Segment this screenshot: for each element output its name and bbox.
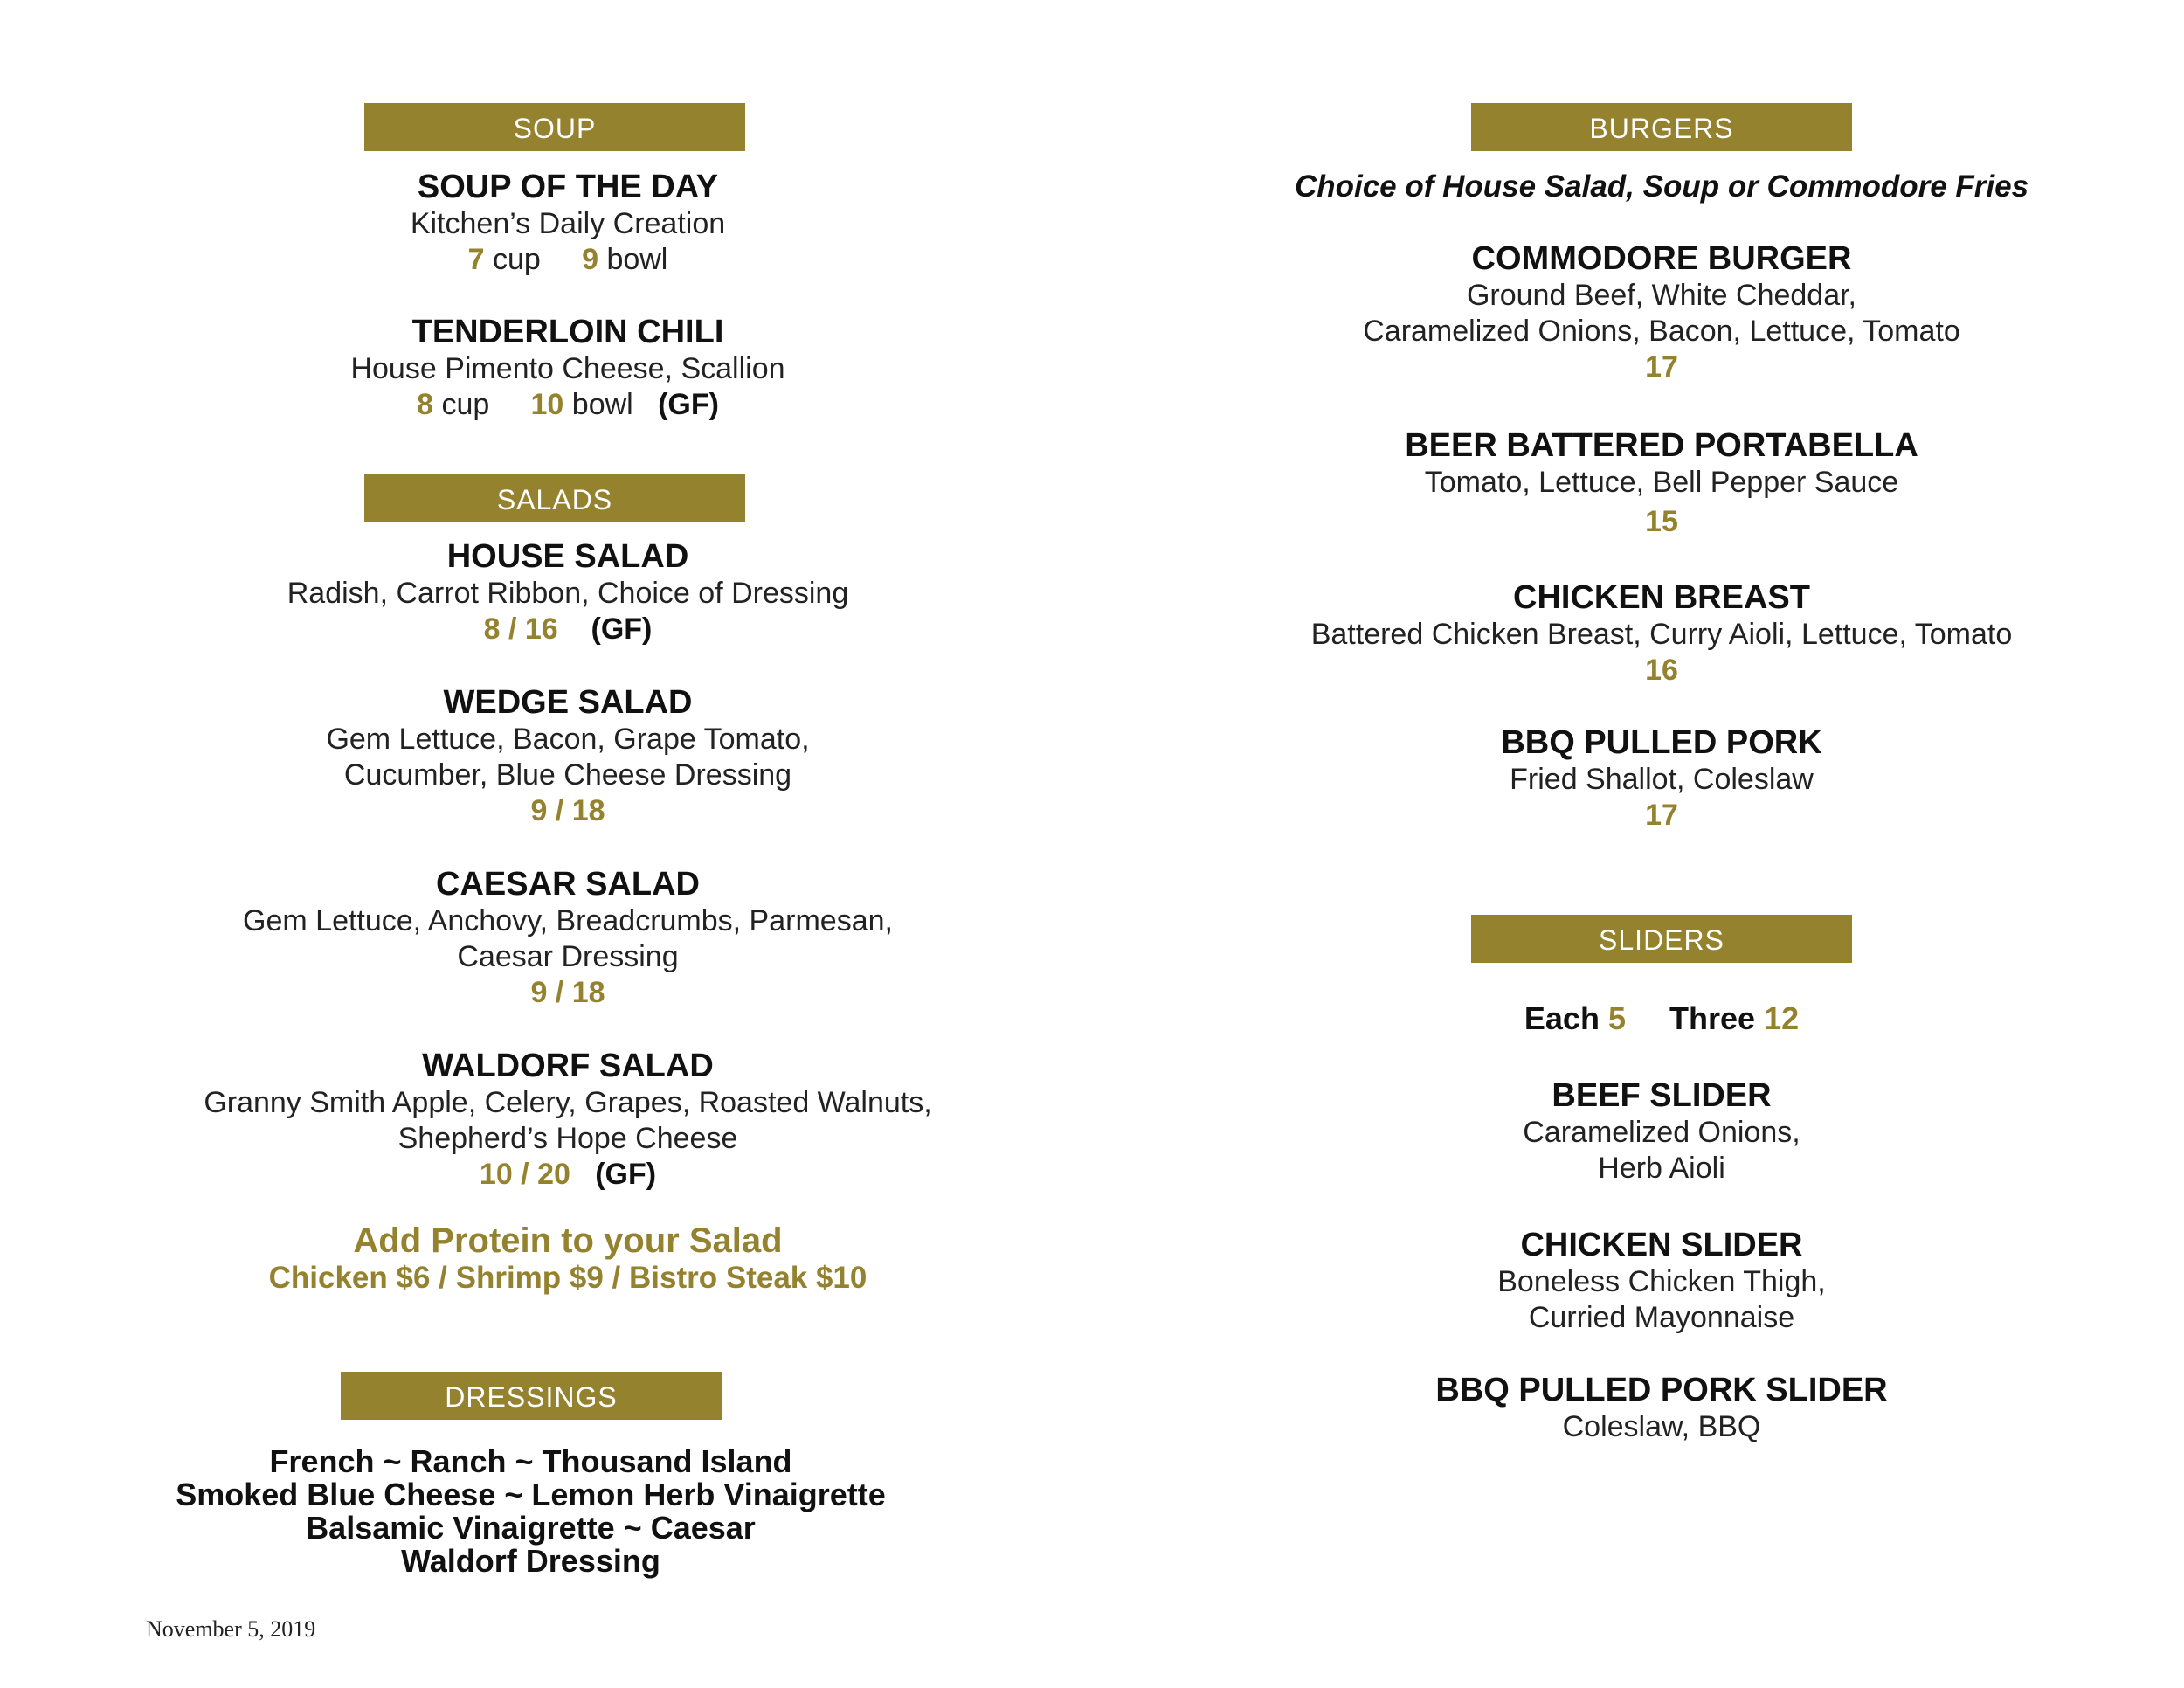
slider-pricing <box>1268 1000 2055 1038</box>
beef-slider-item <box>1268 1076 2055 1186</box>
item-description: Caramelized Onions, <box>1523 1116 1800 1149</box>
item-description: Radish, Carrot Ribbon, Choice of Dressing <box>287 577 849 610</box>
item-price: 17 <box>1645 350 1678 384</box>
item-description: Herb Aioli <box>1598 1152 1725 1185</box>
soup-of-the-day-item <box>218 168 917 278</box>
three-label: Three <box>1669 1000 1756 1036</box>
item-price: 9 / 18 <box>530 976 605 1009</box>
each-label: Each <box>1524 1000 1600 1036</box>
burgers-subtitle <box>1268 168 2055 206</box>
item-price: 17 <box>1645 799 1678 832</box>
item-name: WEDGE SALAD <box>443 684 693 721</box>
bowl-price: 9 <box>582 243 598 276</box>
item-description: Cucumber, Blue Cheese Dressing <box>343 758 792 792</box>
soup-heading: SOUP <box>364 103 745 151</box>
item-description: Ground Beef, White Cheddar, <box>1466 279 1857 312</box>
item-description: Fried Shallot, Coleslaw <box>1510 763 1814 796</box>
bowl-label: bowl <box>606 243 668 276</box>
cup-label: cup <box>493 243 541 276</box>
sliders-heading: SLIDERS <box>1471 915 1852 963</box>
caesar-salad-item <box>175 865 961 1011</box>
dressing-line: Waldorf Dressing <box>401 1543 660 1579</box>
item-price <box>218 612 917 647</box>
dressing-line: Balsamic Vinaigrette ~ Caesar <box>306 1510 756 1546</box>
gluten-free-badge: (GF) <box>658 388 719 421</box>
item-description: Shepherd’s Hope Cheese <box>397 1122 738 1155</box>
dressing-line: French ~ Ranch ~ Thousand Island <box>269 1443 792 1479</box>
sides-choice-note: Choice of House Salad, Soup or Commodore Fries <box>1294 169 2029 204</box>
item-description: House Pimento Cheese, Scallion <box>350 352 785 385</box>
item-description: Caramelized Onions, Bacon, Lettuce, Tomato <box>1363 315 1960 348</box>
item-price: 15 <box>1645 505 1678 538</box>
slider-pricing-line <box>1268 1000 2055 1038</box>
commodore-burger-item <box>1268 239 2055 385</box>
price-value: 10 / 20 <box>479 1158 570 1191</box>
item-name: BBQ PULLED PORK SLIDER <box>1435 1372 1888 1408</box>
tenderloin-chili-item <box>218 313 917 423</box>
each-price: 5 <box>1607 1000 1626 1036</box>
chicken-breast-item <box>1268 578 2055 688</box>
item-description: Gem Lettuce, Bacon, Grape Tomato, <box>326 723 810 756</box>
add-protein-title: Add Protein to your Salad <box>353 1221 783 1260</box>
wedge-salad-item <box>218 683 917 829</box>
item-price <box>175 1157 961 1193</box>
item-description: Boneless Chicken Thigh, <box>1497 1265 1826 1298</box>
house-salad-item <box>218 537 917 647</box>
menu-date: November 5, 2019 <box>146 1616 316 1642</box>
item-description: Kitchen’s Daily Creation <box>410 207 726 240</box>
item-name: BEER BATTERED PORTABELLA <box>1405 427 1918 464</box>
three-price: 12 <box>1764 1000 1800 1036</box>
item-description: Granny Smith Apple, Celery, Grapes, Roasted Walnuts, <box>204 1086 932 1119</box>
item-description: Caesar Dressing <box>457 940 679 973</box>
item-price <box>218 242 917 278</box>
gluten-free-badge: (GF) <box>595 1158 657 1191</box>
item-name: BBQ PULLED PORK <box>1501 724 1822 761</box>
item-price <box>218 387 917 423</box>
gluten-free-badge: (GF) <box>591 612 653 646</box>
item-name: CHICKEN BREAST <box>1513 579 1810 616</box>
cup-price: 7 <box>467 243 485 276</box>
add-protein-note <box>175 1221 961 1297</box>
item-name: SOUP OF THE DAY <box>417 169 719 205</box>
bbq-pulled-pork-item <box>1268 723 2055 834</box>
add-protein-options: Chicken $6 / Shrimp $9 / Bistro Steak $10 <box>268 1261 867 1295</box>
item-description: Coleslaw, BBQ <box>1562 1410 1761 1443</box>
item-name: HOUSE SALAD <box>446 538 689 575</box>
item-description: Tomato, Lettuce, Bell Pepper Sauce <box>1424 466 1899 499</box>
dressings-list <box>131 1445 930 1578</box>
burgers-heading: BURGERS <box>1471 103 1852 151</box>
price-value: 8 / 16 <box>483 612 558 646</box>
item-description: Curried Mayonnaise <box>1528 1301 1795 1334</box>
item-name: TENDERLOIN CHILI <box>411 314 724 350</box>
dressing-line: Smoked Blue Cheese ~ Lemon Herb Vinaigrette <box>176 1477 886 1512</box>
item-name: CHICKEN SLIDER <box>1520 1227 1803 1263</box>
waldorf-salad-item <box>175 1047 961 1193</box>
bowl-price: 10 <box>530 388 564 421</box>
bowl-label: bowl <box>571 388 633 421</box>
item-name: BEEF SLIDER <box>1552 1077 1772 1114</box>
item-description: Battered Chicken Breast, Curry Aioli, Lettuce, Tomato <box>1310 618 2013 651</box>
item-name: CAESAR SALAD <box>436 866 700 903</box>
item-price: 9 / 18 <box>530 794 605 827</box>
item-description: Gem Lettuce, Anchovy, Breadcrumbs, Parmesan, <box>243 904 893 937</box>
chicken-slider-item <box>1268 1226 2055 1336</box>
item-name: WALDORF SALAD <box>422 1048 714 1084</box>
dressings-heading: DRESSINGS <box>341 1372 722 1420</box>
cup-price: 8 <box>417 388 433 421</box>
portabella-item <box>1268 426 2055 540</box>
salads-heading: SALADS <box>364 474 745 522</box>
cup-label: cup <box>441 388 490 421</box>
bbq-pulled-pork-slider-item <box>1268 1371 2055 1445</box>
item-price: 16 <box>1645 654 1678 687</box>
item-name: COMMODORE BURGER <box>1471 240 1852 277</box>
